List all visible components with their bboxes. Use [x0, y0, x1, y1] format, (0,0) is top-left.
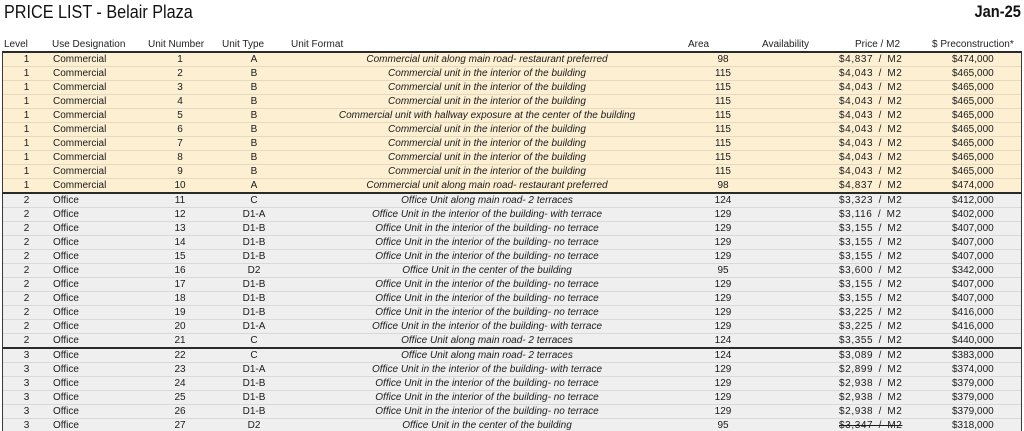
unit-number-cell: 16 — [174, 265, 186, 276]
preconstruction-price-cell: $407,000 — [952, 293, 994, 304]
table-row — [3, 377, 1021, 391]
unit-type-cell: C — [250, 350, 258, 361]
table-row — [3, 67, 1021, 81]
unit-type-cell: D1-B — [242, 378, 266, 389]
unit-format-cell: Commercial unit with hallway exposure at the center of the building — [338, 110, 636, 121]
unit-number-cell: 5 — [177, 110, 183, 121]
area-cell: 98 — [717, 54, 729, 65]
area-cell: 124 — [714, 350, 732, 361]
unit-type-cell: B — [250, 124, 258, 135]
unit-number-cell: 13 — [174, 223, 186, 234]
availability-cell — [760, 179, 836, 192]
level-cell: 3 — [23, 392, 30, 403]
unit-format-cell: Office Unit in the interior of the building- no terrace — [375, 406, 599, 417]
table-row — [3, 208, 1021, 222]
unit-type-cell: B — [250, 96, 258, 107]
unit-format-cell: Commercial unit in the interior of the building — [388, 124, 586, 135]
availability-cell — [760, 264, 836, 277]
unit-type-cell: D1-B — [242, 406, 266, 417]
unit-number-cell: 4 — [177, 96, 183, 107]
unit-format-cell: Office Unit along main road- 2 terraces — [401, 335, 573, 346]
column-header-preconstruction: $ Preconstruction* — [932, 39, 1014, 50]
area-cell: 129 — [714, 406, 732, 417]
area-cell: 129 — [714, 237, 732, 248]
preconstruction-price-cell: $465,000 — [952, 152, 994, 163]
area-cell: 115 — [715, 138, 731, 149]
availability-cell — [760, 292, 836, 305]
price-per-m2-cell: $3,155 / M2 — [839, 279, 903, 290]
area-cell: 115 — [715, 124, 731, 135]
area-cell: 115 — [715, 68, 731, 79]
column-header-unit-number: Unit Number — [148, 39, 205, 50]
level-cell: 2 — [23, 265, 30, 276]
unit-type-cell: D1-A — [242, 209, 266, 220]
column-header-level: Level — [4, 39, 28, 50]
use-designation-cell: Commercial — [53, 152, 107, 163]
unit-type-cell: B — [250, 110, 258, 121]
preconstruction-price-cell: $379,000 — [952, 392, 994, 403]
availability-cell — [760, 67, 836, 80]
area-cell: 129 — [714, 392, 732, 403]
area-cell: 115 — [715, 166, 731, 177]
unit-number-cell: 23 — [174, 364, 186, 375]
use-designation-cell: Office — [53, 321, 79, 332]
column-header-availability: Availability — [762, 39, 810, 50]
price-per-m2-cell: $4,043 / M2 — [839, 96, 903, 107]
unit-number-cell: 27 — [174, 420, 186, 431]
level-1-commercial-block — [2, 51, 1022, 193]
preconstruction-price-cell: $474,000 — [952, 180, 994, 191]
unit-number-cell: 21 — [174, 335, 186, 346]
level-cell: 2 — [23, 321, 30, 332]
availability-cell — [760, 151, 836, 164]
table-row — [3, 264, 1021, 278]
level-cell: 2 — [23, 293, 30, 304]
table-row — [3, 194, 1021, 208]
unit-type-cell: B — [250, 68, 258, 79]
table-row — [3, 405, 1021, 419]
availability-cell — [760, 95, 836, 108]
unit-number-cell: 14 — [174, 237, 186, 248]
price-per-m2-cell: $3,323 / M2 — [839, 195, 903, 206]
use-designation-cell: Commercial — [53, 180, 107, 191]
price-per-m2-cell: $4,837 / M2 — [839, 54, 903, 65]
unit-type-cell: B — [250, 166, 258, 177]
level-cell: 2 — [23, 307, 30, 318]
price-per-m2-cell: $2,899 / M2 — [839, 364, 903, 375]
use-designation-cell: Office — [53, 195, 79, 206]
area-cell: 129 — [714, 251, 732, 262]
column-header-unit-format: Unit Format — [291, 39, 344, 50]
availability-cell — [760, 405, 836, 418]
preconstruction-price-cell: $416,000 — [952, 321, 994, 332]
preconstruction-price-cell: $412,000 — [952, 195, 994, 206]
use-designation-cell: Office — [53, 265, 79, 276]
column-header-use-designation: Use Designation — [52, 39, 126, 50]
area-cell: 129 — [714, 293, 732, 304]
table-row — [3, 292, 1021, 306]
preconstruction-price-cell: $407,000 — [952, 279, 994, 290]
unit-number-cell: 7 — [177, 138, 183, 149]
area-cell: 95 — [717, 420, 729, 431]
unit-number-cell: 19 — [174, 307, 186, 318]
unit-format-cell: Commercial unit in the interior of the building — [388, 152, 586, 163]
use-designation-cell: Office — [53, 209, 79, 220]
unit-type-cell: D1-B — [242, 251, 266, 262]
availability-cell — [760, 123, 836, 136]
use-designation-cell: Office — [53, 279, 79, 290]
price-per-m2-cell: $3,155 / M2 — [839, 293, 903, 304]
price-per-m2-cell: $2,938 / M2 — [839, 378, 903, 389]
unit-type-cell: D1-A — [242, 364, 266, 375]
table-row — [3, 151, 1021, 165]
table-row — [3, 250, 1021, 264]
area-cell: 115 — [715, 82, 731, 93]
level-cell: 1 — [23, 82, 30, 93]
unit-format-cell: Commercial unit along main road- restaurant preferred — [366, 54, 608, 65]
preconstruction-price-cell: $342,000 — [952, 265, 994, 276]
table-row — [3, 419, 1021, 431]
level-cell: 3 — [23, 350, 30, 361]
use-designation-cell: Office — [53, 251, 79, 262]
preconstruction-price-cell: $474,000 — [952, 54, 994, 65]
unit-format-cell: Office Unit in the interior of the building- no terrace — [375, 223, 599, 234]
area-cell: 115 — [715, 96, 731, 107]
availability-cell — [760, 363, 836, 376]
unit-number-cell: 2 — [177, 68, 183, 79]
unit-type-cell: D1-B — [242, 223, 266, 234]
unit-format-cell: Commercial unit in the interior of the building — [388, 96, 586, 107]
unit-format-cell: Commercial unit in the interior of the building — [388, 68, 586, 79]
unit-type-cell: D1-B — [242, 392, 266, 403]
table-row — [3, 222, 1021, 236]
unit-format-cell: Office Unit along main road- 2 terraces — [401, 350, 573, 361]
unit-number-cell: 18 — [174, 293, 186, 304]
price-per-m2-cell: $4,043 / M2 — [839, 124, 903, 135]
unit-number-cell: 24 — [174, 378, 186, 389]
use-designation-cell: Commercial — [53, 68, 107, 79]
unit-number-cell: 15 — [174, 251, 186, 262]
unit-type-cell: B — [250, 138, 258, 149]
availability-cell — [760, 306, 836, 319]
table-row — [3, 236, 1021, 250]
unit-type-cell: C — [250, 195, 258, 206]
level-cell: 1 — [23, 68, 30, 79]
use-designation-cell: Commercial — [53, 124, 107, 135]
unit-number-cell: 9 — [177, 166, 183, 177]
unit-number-cell: 3 — [177, 82, 183, 93]
price-per-m2-cell: $4,043 / M2 — [839, 138, 903, 149]
level-cell: 2 — [23, 223, 30, 234]
unit-format-cell: Office Unit in the interior of the building- no terrace — [375, 237, 599, 248]
preconstruction-price-cell: $374,000 — [952, 364, 994, 375]
availability-cell — [760, 236, 836, 249]
unit-format-cell: Office Unit in the interior of the building- with terrace — [371, 364, 603, 375]
use-designation-cell: Office — [53, 350, 79, 361]
price-per-m2-cell: $2,938 / M2 — [839, 406, 903, 417]
preconstruction-price-cell: $465,000 — [952, 110, 994, 121]
preconstruction-price-cell: $407,000 — [952, 223, 994, 234]
unit-format-cell: Office Unit in the interior of the building- no terrace — [375, 392, 599, 403]
use-designation-cell: Commercial — [53, 166, 107, 177]
level-cell: 3 — [23, 378, 30, 389]
level-cell: 1 — [23, 180, 30, 191]
column-header-area: Area — [688, 39, 710, 50]
unit-number-cell: 26 — [174, 406, 186, 417]
use-designation-cell: Office — [53, 223, 79, 234]
price-per-m2-cell: $3,600 / M2 — [839, 265, 903, 276]
column-header-price-per-m2: Price / M2 — [855, 39, 901, 50]
column-header-unit-type: Unit Type — [222, 39, 265, 50]
availability-cell — [760, 349, 836, 362]
preconstruction-price-cell: $465,000 — [952, 138, 994, 149]
unit-type-cell: A — [250, 180, 258, 191]
use-designation-cell: Commercial — [53, 96, 107, 107]
level-cell: 1 — [23, 166, 30, 177]
level-cell: 1 — [23, 152, 30, 163]
area-cell: 129 — [714, 364, 732, 375]
table-row — [3, 109, 1021, 123]
availability-cell — [760, 222, 836, 235]
use-designation-cell: Office — [53, 364, 79, 375]
area-cell: 129 — [714, 378, 732, 389]
availability-cell — [760, 81, 836, 94]
unit-format-cell: Commercial unit in the interior of the building — [388, 82, 586, 93]
unit-format-cell: Office Unit in the interior of the building- with terrace — [371, 321, 603, 332]
level-cell: 2 — [23, 251, 30, 262]
price-per-m2-cell: $2,938 / M2 — [839, 392, 903, 403]
level-cell: 2 — [23, 237, 30, 248]
area-cell: 98 — [717, 180, 729, 191]
unit-type-cell: A — [250, 54, 258, 65]
availability-cell — [760, 278, 836, 291]
availability-cell — [760, 165, 836, 178]
preconstruction-price-cell: $402,000 — [952, 209, 994, 220]
unit-type-cell: D1-B — [242, 293, 266, 304]
availability-cell — [760, 53, 836, 66]
table-row — [3, 278, 1021, 292]
unit-number-cell: 12 — [174, 209, 186, 220]
use-designation-cell: Commercial — [53, 54, 107, 65]
price-per-m2-cell: $4,043 / M2 — [839, 166, 903, 177]
area-cell: 95 — [717, 265, 729, 276]
unit-type-cell: D1-B — [242, 237, 266, 248]
preconstruction-price-cell: $416,000 — [952, 307, 994, 318]
table-row — [3, 81, 1021, 95]
use-designation-cell: Office — [53, 420, 79, 431]
preconstruction-price-cell: $379,000 — [952, 406, 994, 417]
availability-cell — [760, 250, 836, 263]
unit-format-cell: Office Unit in the interior of the building- no terrace — [375, 378, 599, 389]
area-cell: 129 — [714, 321, 732, 332]
use-designation-cell: Office — [53, 406, 79, 417]
unit-format-cell: Office Unit in the interior of the building- no terrace — [375, 251, 599, 262]
price-per-m2-cell: $3,355 / M2 — [839, 335, 903, 346]
unit-format-cell: Office Unit along main road- 2 terraces — [401, 195, 573, 206]
level-cell: 2 — [23, 209, 30, 220]
price-per-m2-cell: $4,043 / M2 — [839, 152, 903, 163]
table-row — [3, 349, 1021, 363]
level-cell: 1 — [23, 54, 30, 65]
price-per-m2-cell: $3,089 / M2 — [839, 350, 903, 361]
use-designation-cell: Commercial — [53, 82, 107, 93]
use-designation-cell: Office — [53, 378, 79, 389]
unit-number-cell: 22 — [174, 350, 186, 361]
preconstruction-price-cell: $465,000 — [952, 124, 994, 135]
unit-type-cell: B — [250, 82, 258, 93]
availability-cell — [760, 208, 836, 221]
use-designation-cell: Commercial — [53, 110, 107, 121]
level-cell: 3 — [23, 420, 30, 431]
level-cell: 1 — [23, 110, 30, 121]
price-per-m2-cell: $3,155 / M2 — [839, 223, 903, 234]
level-3-office-block — [2, 347, 1022, 431]
use-designation-cell: Office — [53, 237, 79, 248]
unit-number-cell: 1 — [177, 54, 183, 65]
unit-format-cell: Office Unit in the center of the building — [402, 420, 572, 431]
price-per-m2-cell: $4,043 / M2 — [839, 68, 903, 79]
preconstruction-price-cell: $465,000 — [952, 82, 994, 93]
price-per-m2-cell: $4,043 / M2 — [839, 82, 903, 93]
table-row — [3, 391, 1021, 405]
preconstruction-price-cell: $383,000 — [952, 350, 994, 361]
table-row — [3, 165, 1021, 179]
preconstruction-price-cell: $465,000 — [952, 96, 994, 107]
use-designation-cell: Office — [53, 307, 79, 318]
unit-type-cell: C — [250, 335, 258, 346]
use-designation-cell: Office — [53, 335, 79, 346]
unit-format-cell: Office Unit in the center of the building — [402, 265, 572, 276]
preconstruction-price-cell: $440,000 — [952, 335, 994, 346]
table-row — [3, 306, 1021, 320]
level-cell: 1 — [23, 96, 30, 107]
table-row — [3, 320, 1021, 334]
unit-number-cell: 25 — [174, 392, 186, 403]
availability-cell — [760, 109, 836, 122]
area-cell: 115 — [715, 110, 731, 121]
availability-cell — [760, 419, 836, 431]
price-per-m2-cell: $3,155 / M2 — [839, 237, 903, 248]
unit-number-cell: 8 — [177, 152, 183, 163]
unit-format-cell: Commercial unit along main road- restaurant preferred — [366, 180, 608, 191]
table-row — [3, 334, 1021, 348]
unit-type-cell: D1-B — [242, 279, 266, 290]
availability-cell — [760, 377, 836, 390]
area-cell: 115 — [715, 152, 731, 163]
level-cell: 2 — [23, 279, 30, 290]
availability-cell — [760, 391, 836, 404]
unit-type-cell: D2 — [247, 420, 261, 431]
level-cell: 1 — [23, 124, 30, 135]
availability-cell — [760, 320, 836, 333]
unit-type-cell: D2 — [247, 265, 261, 276]
unit-format-cell: Office Unit in the interior of the building- no terrace — [375, 279, 599, 290]
availability-cell — [760, 137, 836, 150]
unit-format-cell: Commercial unit in the interior of the building — [388, 166, 586, 177]
unit-number-cell: 17 — [174, 279, 186, 290]
unit-format-cell: Office Unit in the interior of the building- no terrace — [375, 307, 599, 318]
unit-type-cell: D1-B — [242, 307, 266, 318]
unit-number-cell: 6 — [177, 124, 183, 135]
table-row — [3, 53, 1021, 67]
preconstruction-price-cell: $465,000 — [952, 68, 994, 79]
price-per-m2-cell: $3,225 / M2 — [839, 321, 903, 332]
price-per-m2-cell: $3,225 / M2 — [839, 307, 903, 318]
preconstruction-price-cell: $465,000 — [952, 166, 994, 177]
price-per-m2-cell: $3,116 / M2 — [839, 209, 902, 220]
use-designation-cell: Office — [53, 293, 79, 304]
table-row — [3, 95, 1021, 109]
level-cell: 3 — [23, 406, 30, 417]
level-cell: 3 — [23, 364, 30, 375]
unit-format-cell: Office Unit in the interior of the building- with terrace — [371, 209, 603, 220]
page-title: PRICE LIST - Belair Plaza — [4, 2, 193, 22]
unit-type-cell: D1-A — [242, 321, 266, 332]
unit-format-cell: Commercial unit in the interior of the building — [388, 138, 586, 149]
area-cell: 129 — [714, 223, 732, 234]
price-per-m2-cell: $3,347 / M2 — [839, 420, 903, 431]
area-cell: 129 — [714, 307, 732, 318]
area-cell: 124 — [714, 335, 732, 346]
table-row — [3, 179, 1021, 193]
price-per-m2-cell: $4,043 / M2 — [839, 110, 903, 121]
price-list-date: Jan-25 — [974, 2, 1021, 21]
preconstruction-price-cell: $318,000 — [952, 420, 994, 431]
table-row — [3, 123, 1021, 137]
area-cell: 129 — [714, 209, 732, 220]
preconstruction-price-cell: $407,000 — [952, 237, 994, 248]
table-row — [3, 363, 1021, 377]
availability-cell — [760, 334, 836, 347]
unit-number-cell: 10 — [174, 180, 186, 191]
price-per-m2-cell: $4,837 / M2 — [839, 180, 903, 191]
preconstruction-price-cell: $407,000 — [952, 251, 994, 262]
level-cell: 1 — [23, 138, 30, 149]
unit-type-cell: B — [250, 152, 258, 163]
preconstruction-price-cell: $379,000 — [952, 378, 994, 389]
availability-cell — [760, 194, 836, 207]
unit-format-cell: Office Unit in the interior of the building- no terrace — [375, 293, 599, 304]
level-cell: 2 — [23, 335, 30, 346]
level-2-office-block — [2, 192, 1022, 348]
use-designation-cell: Commercial — [53, 138, 107, 149]
table-row — [3, 137, 1021, 151]
unit-number-cell: 20 — [174, 321, 186, 332]
level-cell: 2 — [23, 195, 30, 206]
unit-number-cell: 11 — [174, 195, 186, 206]
area-cell: 129 — [714, 279, 732, 290]
price-per-m2-cell: $3,155 / M2 — [839, 251, 903, 262]
use-designation-cell: Office — [53, 392, 79, 403]
area-cell: 124 — [714, 195, 732, 206]
